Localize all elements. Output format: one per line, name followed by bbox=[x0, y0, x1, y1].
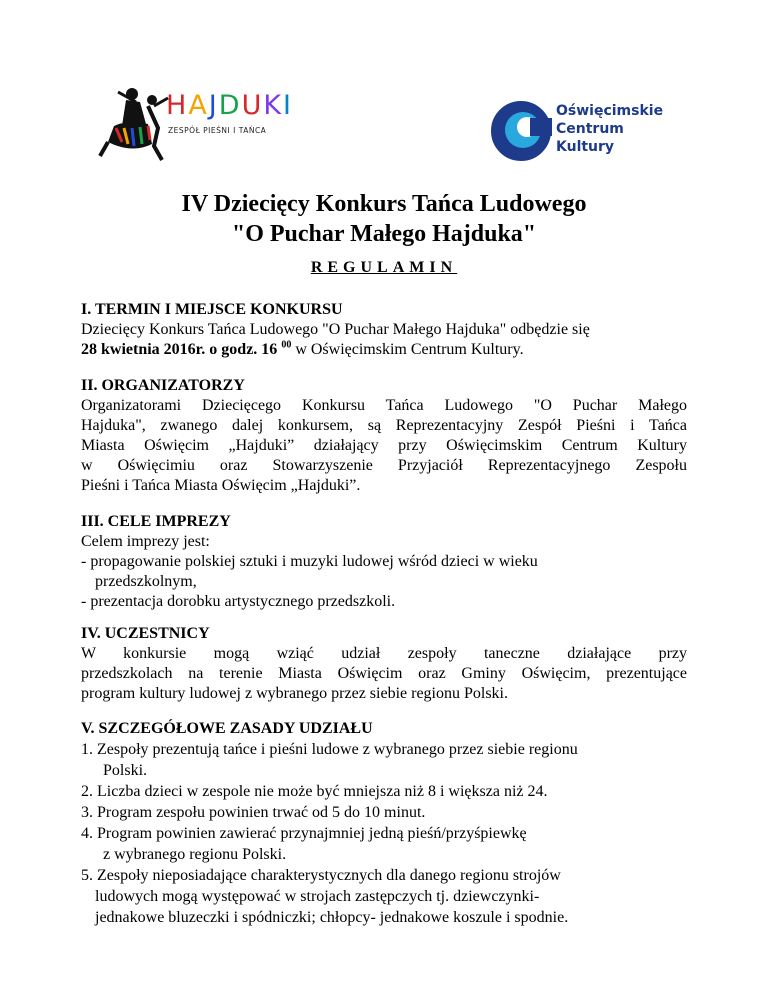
hajduki-logo bbox=[96, 84, 296, 164]
occ-line: Centrum bbox=[556, 121, 624, 137]
event-date: 28 kwietnia 2016r. o godz. 16 bbox=[81, 341, 278, 358]
list-item-continuation: przedszkolnym, bbox=[95, 573, 197, 590]
list-item-continuation: z wybranego regionu Polski. bbox=[103, 846, 287, 863]
paragraph-line: Miasta Oświęcim „Hajduki” działający przy Oświęcimskim Centrum Kultury bbox=[81, 437, 687, 454]
hajduki-letter: U bbox=[241, 90, 264, 121]
hajduki-subtitle: ZESPÓŁ PIEŚNI I TAŃCA bbox=[168, 126, 267, 135]
section-heading: V. SZCZEGÓŁOWE ZASADY UDZIAŁU bbox=[81, 720, 373, 737]
document-title-line2: "O Puchar Małego Hajduka" bbox=[231, 221, 537, 247]
section-organizatorzy bbox=[81, 376, 687, 496]
list-item: - propagowanie polskiej sztuki i muzyki ludowej wśród dzieci w wieku bbox=[81, 553, 538, 570]
section-heading: I. TERMIN I MIEJSCE KONKURSU bbox=[81, 301, 343, 318]
paragraph-line: Organizatorami Dziecięcego Konkursu Tańca Ludowego "O Puchar Małego bbox=[81, 397, 687, 414]
regulamin-heading: REGULAMIN bbox=[310, 259, 458, 276]
hajduki-letter: K bbox=[263, 90, 284, 121]
hajduki-wordmark bbox=[166, 90, 293, 122]
section-cele bbox=[81, 512, 687, 612]
list-item: 2. Liczba dzieci w zespole nie może być mniejsza niż 8 i większa niż 24. bbox=[81, 783, 548, 800]
paragraph-line: W konkursie mogą wziąć udział zespoły taneczne działające przy bbox=[81, 645, 687, 662]
paragraph-line: przedszkolach na terenie Miasta Oświęcim oraz Gminy Oświęcim, prezentujące bbox=[81, 665, 687, 682]
document-title-line1: IV Dziecięcy Konkurs Tańca Ludowego bbox=[181, 191, 587, 217]
section-termin bbox=[81, 300, 687, 360]
hajduki-letter: I bbox=[283, 90, 294, 121]
list-item-continuation: jednakowe bluzeczki i spódniczki; chłopcy- jednakowe koszule i spodnie. bbox=[95, 909, 569, 926]
hajduki-letter: A bbox=[188, 90, 209, 121]
section-uczestnicy bbox=[81, 624, 687, 704]
list-item-continuation: ludowych mogą występować w strojach zastępczych tj. dziewczynki- bbox=[95, 888, 540, 905]
dancers-figure-icon bbox=[96, 84, 176, 164]
paragraph-line: w Oświęcimiu oraz Stowarzyszenie Przyjaciół Reprezentacyjnego Zespołu bbox=[81, 457, 687, 474]
list-item: 1. Zespoły prezentują tańce i pieśni ludowe z wybranego przez siebie regionu bbox=[81, 741, 578, 758]
occ-line: Oświęcimskie bbox=[556, 103, 664, 119]
event-place: w Oświęcimskim Centrum Kultury. bbox=[291, 341, 524, 358]
event-time-minutes: 00 bbox=[281, 339, 292, 351]
list-item: 3. Program zespołu powinien trwać od 5 do 10 minut. bbox=[81, 804, 426, 821]
paragraph-line: Pieśni i Tańca Miasta Oświęcim „Hajduki”. bbox=[81, 477, 361, 494]
section-heading: III. CELE IMPREZY bbox=[81, 513, 231, 530]
occ-emblem-icon bbox=[490, 100, 552, 162]
paragraph-line bbox=[81, 340, 687, 360]
paragraph-line: Celem imprezy jest: bbox=[81, 533, 210, 550]
list-item: 4. Program powinien zawierać przynajmniej jedną pieśń/przyśpiewkę bbox=[81, 825, 527, 842]
list-item: - prezentacja dorobku artystycznego przedszkoli. bbox=[81, 593, 396, 610]
occ-line: Kultury bbox=[556, 139, 615, 155]
paragraph-line: program kultury ludowej z wybranego przez siebie regionu Polski. bbox=[81, 685, 508, 702]
section-heading: II. ORGANIZATORZY bbox=[81, 377, 245, 394]
list-item: 5. Zespoły nieposiadające charakterystycznych dla danego regionu strojów bbox=[81, 867, 561, 884]
paragraph-line: Dziecięcy Konkurs Tańca Ludowego "O Puchar Małego Hajduka" odbędzie się bbox=[81, 321, 590, 338]
occ-logo bbox=[490, 100, 690, 162]
occ-wordmark bbox=[556, 102, 663, 156]
list-item-continuation: Polski. bbox=[103, 762, 148, 779]
hajduki-letter: H bbox=[166, 90, 189, 121]
hajduki-letter: J bbox=[208, 90, 219, 121]
hajduki-letter: D bbox=[218, 90, 242, 121]
paragraph-line: Hajduka", zwanego dalej konkursem, są Reprezentacyjny Zespół Pieśni i Tańca bbox=[81, 417, 687, 434]
section-zasady bbox=[81, 718, 687, 928]
section-heading: IV. UCZESTNICY bbox=[81, 625, 210, 642]
